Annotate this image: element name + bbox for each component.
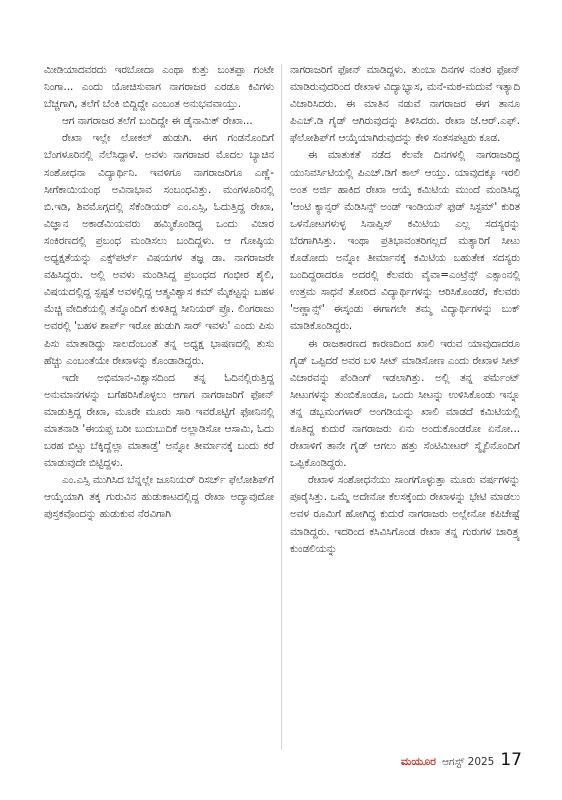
left-column (44, 62, 274, 524)
left-paragraph-4: ಇದೇ ಅಭಿಮಾನ-ವಿಶ್ವಾಸದಿಂದ ತನ್ನ ಓದಿನಲ್ಲಿರುತ್ತಿದ್ದ ಅನುಮಾನಗಳನ್ನು ಬಗೆಹರಿಸಿಕೊಳ್ಳಲು ಆಗಾಗ ನಾಗರಾಜರಿಗೆ ಫೋನ್ ಮಾಡುತ್ತಿದ್ದ ರೇಖಾ, ಮೂರೇ ಮೂರು ಸಾರಿ ಇವರೊಟ್ಟಿಗೆ ಫೋನಿನಲ್ಲಿ ಮಾತನಾಡಿ 'ಈಯಪ್ಪ ಬರೀ ಬುದುಬುದಿಕೆ ಅಲ್ಲಾಡಿಸೋ ಆಸಾಮಿ, ಓದು ಬರಹ ಬಿಟ್ಟು ಬೆಕ್ಕಿದ್ದೆಲ್ಲಾ ಮಾತಾಡ್ತೆ' ಅನ್ನೋ ತೀರ್ಮಾನಕ್ಕೆ ಬಂದು ಕರೆ ಮಾಡುವುದೇ ಬಿಟ್ಟಿದ್ದಳು. (44, 371, 274, 470)
left-paragraph-1: ಮೀಡಿಯಾದವರದು ಇರಬೋದಾ ಎಂಥಾ ಕುತ್ತು ಬಂತಪ್ಪಾ ಗಂಟೇ ನಿಂಗಾ... ಎಂದು ಯೋಚಿಸುವಾಗ ನಾಗರಾಜರ ಎರಡೂ ಕಿವಿಗಳು ಬೆಚ್ಚಗಾಗಿ, ತಲೆಗೆ ಬೆಂಕಿ ಬಿದ್ದಿದ್ದೇ ಎಂಬಂತ ಅನುಭವವಾಯ್ತು. (44, 64, 274, 111)
issue-date: ಆಗಸ್ಟ್ 2025 (441, 756, 495, 768)
left-paragraph-5: ಎಂ.ಎಸ್ಸಿ ಮುಗಿಸಿದ ಬೆನ್ನಲ್ಲೇ ಜೂನಿಯರ್ ರಿಸರ್ಚ್ ಫೆಲೋಶಿಪ್‌ಗೆ ಆಯ್ಕೆಯಾಗಿ ತಕ್ಕ ಗುರುವಿನ ಹುಡುಕಾಟದಲ್ಲಿದ್ದ ರೇಖಾ ಅದ್ಯಾವುದೋ ಪುಸ್ತಕವೊಂದನ್ನು ಹುಡುಕುವ ನೆರವಿಗಾಗಿ (44, 474, 274, 521)
right-column (290, 62, 520, 558)
magazine-logo: ಮಯೂರ (400, 755, 436, 768)
right-paragraph-4: ರೇಖಾಳ ಸಂಶೋಧನೆಯು ಸಾಂಗಗೊಳ್ಳುತ್ತಾ ಮೂರು ವರ್ಷಗಳನ್ನು ಪೂರೈಸಿತ್ತು. ಒಮ್ಮೆ ಅದೇನೋ ಕೆಲಸಕ್ಕೆಂದು ರೇಖಾಳನ್ನು ಭೇಟಿ ಮಾಡಲು ಅವಳ ರೂಮಿಗೆ ಹೋಗಿದ್ದ ಕುದುರೆ ನಾಗರಾಜರು ಅಲ್ಲೇನೋ ಕಪಿಚೇಷ್ಟೆ ಮಾಡಿದ್ದರು. ಇದರಿಂದ ಕಸಿವಿಸಿಗೊಂಡ ರೇಖಾ ತನ್ನ ಗುರುಗಳ ಚಾರಿತ್ರ್ಯ ಕುಂಡಲಿಯನ್ನು (290, 474, 520, 555)
column-divider (281, 64, 282, 750)
left-paragraph-3: ರೇಖಾ ಇಲ್ಲೇ ಲೋಕಲ್ ಹುಡುಗಿ. ಈಗ ಗಂಡನೊಂದಿಗೆ ಬೆಂಗಳೂರಿನಲ್ಲಿ ನೆಲೆಸಿದ್ದಾಳೆ. ಅವಳು ನಾಗರಾಜರ ಮೊದಲ ಬ್ಯಾಚಿನ ಸಂಶೋಧನಾ ವಿದ್ಯಾರ್ಥಿನಿ. ಇವಳಿಗೂ ನಾಗರಾಜರಿಗೂ ಎಣ್ಣೆ-ಸೀಗೆಕಾಯಿಯಂಥ ಅವಿನಾಭಾವ ಸಂಬಂಧವಿತ್ತು. ಮಂಗಳೂರಿನಲ್ಲಿ ಬಿ.ಇಡಿ, ಶಿವಮೊಗ್ಗದಲ್ಲಿ ಸೆಕೆಂಡಿಯರ್ ಎಂ.ಎಸ್ಸಿ, ಓದುತ್ತಿದ್ದ ರೇಖಾ, ವಿಜ್ಞಾನ ಅಕಾಡೆಮಿಯವರು ಹಮ್ಮಿಕೊಂಡಿದ್ದ ಒಂದು ವಿಚಾರ ಸಂಕಿರಣದಲ್ಲಿ ಪ್ರಬಂಧ ಮಂಡಿಸಲು ಬಂದಿದ್ದಳು. ಆ ಗೋಷ್ಠಿಯ ಅಧ್ಯಕ್ಷತೆಯನ್ನು ಎಕ್ಸ್‌ಪರ್ಟ್ ವಿಷಯಗಳ ತಜ್ಞ ಡಾ. ನಾಗರಾಜರೇ ವಹಿಸಿದ್ದರು. ಅಲ್ಲಿ ಅವಳು ಮಂಡಿಸಿದ್ದ ಪ್ರಬಂಧದ ಗಂಭೀರ ಶೈಲಿ, ವಿಷಯದಲ್ಲಿದ್ದ ಸ್ಪಷ್ಟತೆ ಅವಳಲ್ಲಿದ್ದ ಆತ್ಮವಿಶ್ವಾಸ ಕಮ್ ಮೈಕಟ್ಟನ್ನು ಬಹಳ ಮೆಚ್ಚಿ ವೇದಿಕೆಯಲ್ಲಿ ತನ್ನೊಂದಿಗೆ ಕುಳಿತಿದ್ದ ಸೀನಿಯರ್ ಪ್ರೊ. ಲಿಂಗರಾಜು ಅವರಲ್ಲಿ 'ಬಹಳ ಶಾರ್ಪ್ ಇರೋ ಹುಡುಗಿ ಸಾರ್ ಇವಳು' ಎಂದು ಪಿಸು ಪಿಸು ಮಾತಾಡಿದ್ದು ಸಾಲದೆಂಬಂತೆ ತನ್ನ ಅಧ್ಯಕ್ಷ ಭಾಷಣದಲ್ಲಿ ತುಸು ಹೆಚ್ಚು ಎಂಬಂತೆಯೇ ರೇಖಾಳನ್ನು ಕೊಂಡಾಡಿದ್ದರು. (44, 132, 274, 367)
right-paragraph-1: ನಾಗರಾಜರಿಗೆ ಫೋನ್ ಮಾಡಿದ್ದಳು. ತುಂಬಾ ದಿನಗಳ ನಂತರ ಫೋನ್ ಮಾಡಿರುವುದರಿಂದ ರೇಖಾಳ ವಿದ್ಯಾಭ್ಯಾಸ, ಮನೆ-ಮಠ-ಮದುವೆ ಇತ್ಯಾದಿ ವಿಚಾರಿಸಿದರು. ಈ ಮಾತಿನ ನಡುವೆ ನಾಗರಾಜರ ಈಗ ತಾನೂ ಪಿಎಚ್.ಡಿ ಗೈಡ್ ಆಗಿರುವುದನ್ನು ತಿಳಿಸಿದರು. ರೇಖಾ ಜೆ.ಆರ್.ಎಫ್. ಫೆಲೋಶಿಪ್‌ಗೆ ಆಯ್ಕೆಯಾಗಿರುವುದನ್ನು ಕೇಳಿ ಸಂತಸಪಟ್ಟರು ಕೂಡ. (290, 64, 520, 145)
page-footer (401, 750, 522, 770)
page-number: 17 (500, 750, 522, 770)
right-paragraph-3: ಈ ರಾಜಕಾರಣದ ಕಾರಣದಿಂದ ಖಾಲಿ ಇರುವ ಯಾವುದಾದರೂ ಗೈಡ್ ಒಪ್ಪಿದರೆ ಅವರ ಬಳಿ ಸೀಟ್ ಮಾಡಿಸೋಣ ಎಂದು ರೇಖಾಳ ಸೀಟ್ ವಿಚಾರವನ್ನು ಪೆಂಡಿಂಗ್ ಇಡಲಾಗಿತ್ತು. ಅಲ್ಲಿ ತನ್ನ ಪರ್ಮೆಂಟ್ ಸೀಟುಗಳನ್ನು ತುಂಬಿಕೊಂಡೂ, ಒಂದು ಸೀಟನ್ನು ಉಳಿಸಿಕೊಂಡು ಇನ್ನೂ ತನ್ನ ಡಬ್ಬಮಂಗಳಾರ್ ಅಂಗಡಿಯನ್ನು ಖಾಲಿ ಮಾಡದೆ ಕಮಿಟಿಯಲ್ಲಿ ಕೂತಿದ್ದ ಕುದುರೆ ನಾಗರಾಜರು ಏನು ಅಂದುಕೊಂಡರೋ ಏನೋ... ರೇಖಾಳಿಗೆ ತಾನೇ ಗೈಡ್ ಆಗಲು ಹತ್ತು ಸೆಂಟಿಮೀಟರ್ ಸ್ಮೈಲಿನೊಂದಿಗೆ ಒಪ್ಪಿಕೊಂಡಿದ್ದರು. (290, 337, 520, 470)
left-paragraph-2: ಆಗ ನಾಗರಾಜರ ತಲೆಗೆ ಬಂದಿದ್ದೇ ಈ ಡೈನಾಮಿಕ್ ರೇಖಾ... (62, 115, 253, 128)
right-paragraph-2: ಈ ಮಾತುಕತೆ ನಡೆದ ಕೆಲವೇ ದಿನಗಳಲ್ಲಿ ನಾಗರಾಜರಿದ್ದ ಯುನಿವರ್ಸಿಟಿಯಲ್ಲಿ ಪಿಎಚ್.ಡಿಗೆ ಕಾಲ್ ಆಯ್ತು. ಯಾವುದಕ್ಕೂ ಇರಲಿ ಅಂತ ಅರ್ಜಿ ಹಾಕಿದ ರೇಖಾ ಆಯ್ಕೆ ಕಮಿಟಿಯ ಮುಂದೆ ಮಂಡಿಸಿದ್ದ 'ಆಂಟಿ ಕ್ಯಾನ್ಸರ್ ಮೆಡಿಸಿನ್ಸ್ ಅಂಡ್ ಇಂಡಿಯನ್ ಫುಡ್ ಸಿಸ್ಟಮ್' ಕುರಿತ ಒಳನೋಟಗಳುಳ್ಳ ಸಿನಾಪ್ಸಿಸ್ ಕಮಿಟಿಯ ಎಲ್ಲ ಸದಸ್ಯರನ್ನು ಬೆರಗಾಗಿಸಿತ್ತು. ಇಂಥಾ ಪ್ರತಿಭಾವಂತರಿಗಲ್ಲದೆ ಮತ್ಯಾರಿಗೆ ಸೀಟು ಕೊಡೋದು ಅನ್ನೋ ತೀರ್ಮಾನಕ್ಕೆ ಕಮಿಟಿಯ ಬಹುತೇಕ ಸದಸ್ಯರು ಬಂದಿದ್ದರಾದರೂ ಅದರಲ್ಲಿ ಕೆಲವರು ವೈವಾ=ಎಂಟ್ರೆನ್ಸ್ ಎಕ್ಸಾಂನಲ್ಲಿ ಉತ್ತಮ ಸಾಧನೆ ತೋರಿದ ವಿದ್ಯಾರ್ಥಿಗಳನ್ನು ಆರಿಸಿಕೊಂಡರೆ, ಕೆಲವರು 'ಅಣ್ಣಾನ್ಸ್' ಈಸ್ಕಂಡು ಈಗಾಗಲೇ ತಮ್ಮ ವಿದ್ಯಾರ್ಥಿಗಳನ್ನು ಬುಕ್ ಮಾಡಿಕೊಂಡಿದ್ದರು. (290, 149, 520, 333)
